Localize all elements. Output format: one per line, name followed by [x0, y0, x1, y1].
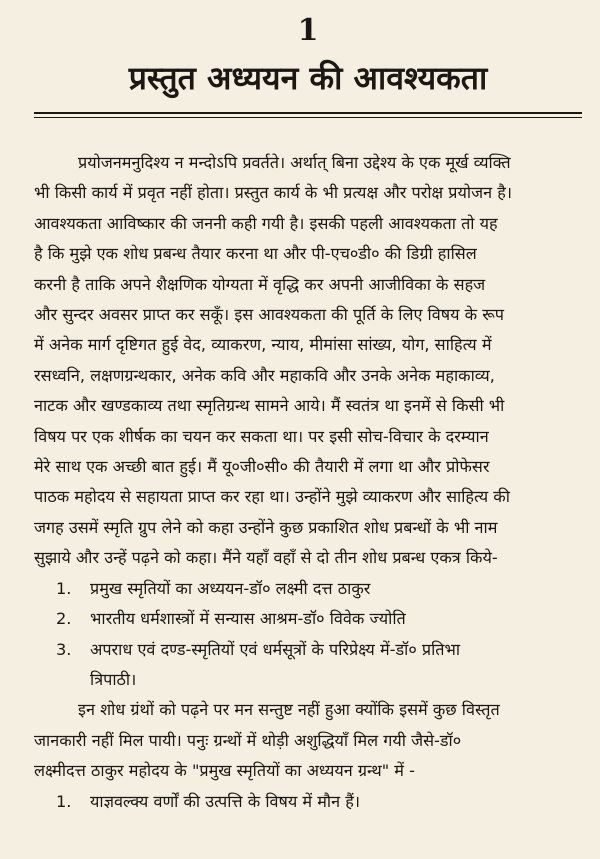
paragraph-2-line: लक्ष्मीदत्त ठाकुर महोदय के "प्रमुख स्मृतियों का अध्ययन ग्रन्थ" में - — [34, 761, 415, 781]
paragraph-1-line: सुझाये और उन्हें पढ़ने को कहा। मैंने यहाँ वहाँ से दो तीन शोध प्रबन्ध एकत्र किये- — [34, 548, 498, 568]
chapter-title: प्रस्तुत अध्ययन की आवश्यकता — [128, 59, 488, 97]
paragraph-1-line: विषय पर एक शीर्षक का चयन कर सकता था। पर इसी सोच-विचार के दरम्यान — [34, 426, 489, 446]
paragraph-2-line: जानकारी नहीं मिल पायी। पनुः ग्रन्थों में थोड़ी अशुद्धियाँ मिल गयी जैसे-डॉ० — [34, 730, 462, 750]
list-number: 1. — [56, 578, 72, 598]
list-number: 3. — [56, 639, 72, 659]
list-item — [34, 787, 582, 817]
list-item — [34, 604, 582, 634]
paragraph-1-line: भी किसी कार्य में प्रवृत नहीं होता। प्रस्तुत कार्य के भी प्रत्यक्ष और परोक्ष प्रयोजन है। — [34, 183, 512, 203]
list-number: 1. — [56, 791, 72, 811]
chapter-body — [34, 148, 582, 817]
paragraph-1-line: जगह उसमें स्मृति ग्रुप लेने को कहा उन्होंने कुछ प्रकाशित शोध प्रबन्धों के भी नाम — [34, 517, 498, 537]
list-text: अपराध एवं दण्ड-स्मृतियों एवं धर्मसूत्रों के परिप्रेक्ष्य में-डॉ० प्रतिभा — [90, 639, 461, 659]
paragraph-1-line: आवश्यकता आविष्कार की जननी कही गयी है। इसकी पहली आवश्यकता तो यह — [34, 213, 498, 233]
paragraph-2 — [34, 695, 582, 786]
paragraph-1-line: में अनेक मार्ग दृष्टिगत हुई वेद, व्याकरण, न्याय, मीमांसा सांख्य, योग, साहित्य में — [34, 335, 492, 355]
error-list — [34, 787, 582, 817]
list-item-continuation: त्रिपाठी। — [90, 669, 137, 689]
paragraph-1-line: पाठक महोदय से सहायता प्राप्त कर रहा था। उन्होंने मुझे व्याकरण और साहित्य की — [34, 487, 510, 507]
paragraph-1 — [34, 148, 582, 574]
paragraph-1-line: और सुन्दर अवसर प्राप्त कर सकूँ। इस आवश्यकता की पूर्ति के लिए विषय के रूप — [34, 305, 504, 325]
title-divider — [34, 112, 582, 118]
paragraph-2-line: इन शोध ग्रंथों को पढ़ने पर मन सन्तुष्ट नहीं हुआ क्योंकि इसमें कुछ विस्तृत — [78, 700, 500, 720]
paragraph-1-line: नाटक और खण्डकाव्य तथा स्मृतिग्रन्थ सामने आये। मैं स्वतंत्र था इनमें से किसी भी — [34, 396, 505, 416]
paragraph-1-line: मेरे साथ एक अच्छी बात हुई। मैं यू०जी०सी० की तैयारी में लगा था और प्रोफेसर — [34, 457, 490, 477]
list-text: याज्ञवल्क्य वर्णों की उत्पत्ति के विषय में मौन हैं। — [90, 791, 360, 811]
list-text: प्रमुख स्मृतियों का अध्ययन-डॉ० लक्ष्मी दत्त ठाकुर — [90, 578, 371, 598]
chapter-number: 1 — [297, 13, 319, 48]
list-item — [34, 574, 582, 604]
list-item — [34, 635, 582, 665]
list-text: भारतीय धर्मशास्त्रों में सन्यास आश्रम-डॉ० विवेक ज्योति — [90, 609, 406, 629]
paragraph-1-line: है कि मुझे एक शोध प्रबन्ध तैयार करना था और पी-एच०डी० की डिग्री हासिल — [34, 244, 477, 264]
list-number: 2. — [56, 609, 72, 629]
paragraph-1-line: करनी है ताकि अपने शैक्षणिक योग्यता में वृद्धि कर अपनी आजीविका के सहज — [34, 274, 486, 294]
paragraph-1-line: प्रयोजनमनुदिश्य न मन्दोऽपि प्रवर्तते। अर्थात् बिना उद्देश्य के एक मूर्ख व्यक्ति — [78, 153, 511, 172]
paragraph-1-line: रसध्वनि, लक्षणग्रन्थकार, अनेक कवि और महाकवि और उनके अनेक महाकाव्य, — [34, 365, 495, 385]
reference-list — [34, 574, 582, 696]
